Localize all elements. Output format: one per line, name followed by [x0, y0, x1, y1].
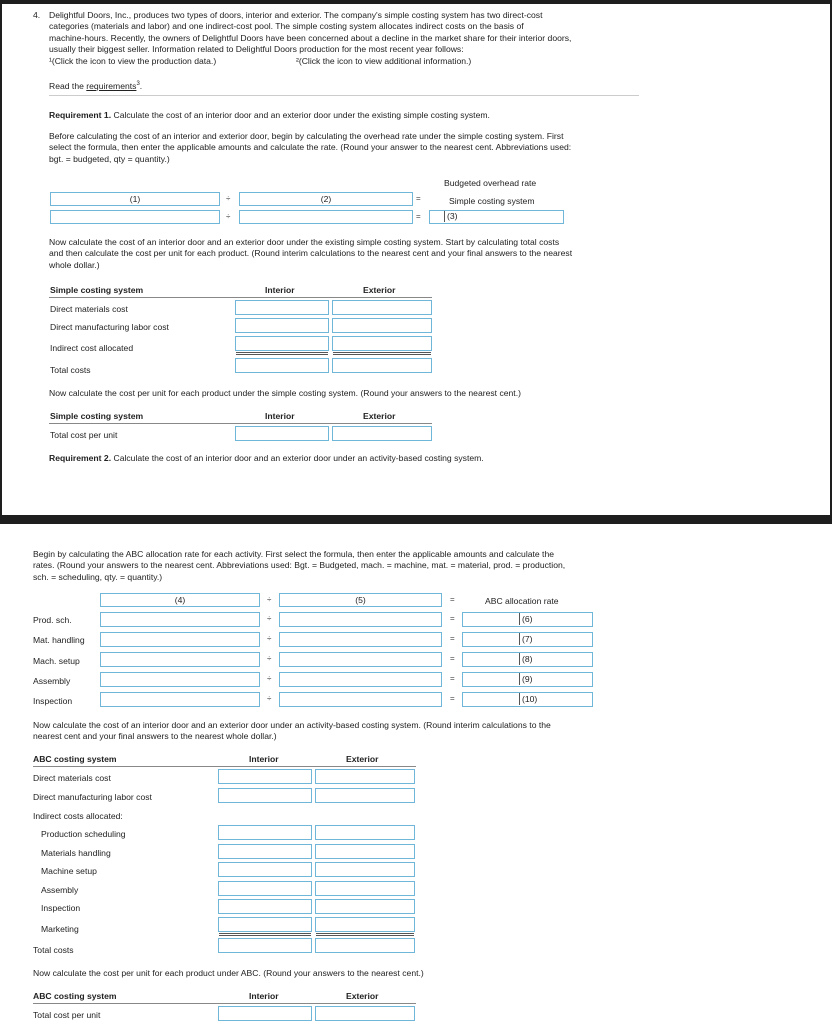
abc-perunit-title: ABC costing system [33, 991, 117, 1001]
abc-denominator-select[interactable] [279, 593, 442, 607]
divide-sign: ÷ [267, 654, 272, 663]
inspection-numerator-input[interactable] [100, 692, 260, 707]
interior-dl-input[interactable] [235, 318, 329, 333]
additional-info-link[interactable]: ²(Click the icon to view additional information.) [296, 56, 472, 66]
col-interior: Interior [265, 411, 295, 421]
exterior-per-unit-input[interactable] [332, 426, 432, 441]
equals-sign: = [450, 674, 455, 683]
divide-sign: ÷ [267, 694, 272, 703]
row-direct-labor: Direct manufacturing labor cost [33, 792, 152, 802]
abc-exterior-dl-input[interactable] [315, 788, 415, 803]
abc-numerator-select[interactable] [100, 593, 260, 607]
req1-title-bold: Requirement 1. [49, 110, 112, 120]
inspection-rate-input[interactable] [462, 692, 593, 707]
col-exterior: Exterior [363, 285, 396, 295]
abc-exterior-dm-input[interactable] [315, 769, 415, 784]
abc-exterior-marketing-input[interactable] [315, 917, 415, 932]
answer-marker: (9) [519, 673, 533, 685]
interior-total-input[interactable] [235, 358, 329, 373]
divide-sign: ÷ [226, 212, 231, 221]
col-interior: Interior [249, 991, 279, 1001]
read-requirements [49, 79, 142, 92]
assembly-numerator-input[interactable] [100, 672, 260, 687]
abc-exterior-inspection-input[interactable] [315, 899, 415, 914]
equals-sign: = [450, 694, 455, 703]
production-data-link[interactable]: ¹(Click the icon to view the production data.) [49, 56, 217, 66]
mat-handling-numerator-input[interactable] [100, 632, 260, 647]
assembly-rate-input[interactable] [462, 672, 593, 687]
divide-sign: ÷ [267, 634, 272, 643]
abc-exterior-mat-handling-input[interactable] [315, 844, 415, 859]
instr-line: whole dollar.) [49, 259, 100, 270]
req2-perunit-instructions: Now calculate the cost per unit for each product under ABC. (Round your answers to the nearest cent.) [33, 968, 424, 978]
row-inspection: Inspection [41, 903, 81, 913]
instr-line: rates. (Round your answers to the nearest cent. Abbreviations used: Bgt. = Budgeted, mach. = machine, mat. = material, prod. = production, [33, 560, 566, 571]
req1-title [49, 110, 490, 121]
overhead-rate-marker: (3) [444, 211, 458, 222]
mat-handling-denominator-input[interactable] [279, 632, 442, 647]
formula-denominator-select[interactable] [239, 192, 413, 206]
abc-interior-assembly-input[interactable] [218, 881, 312, 896]
simple-table-title: Simple costing system [50, 285, 144, 295]
problem-intro [49, 10, 649, 56]
instr-line: Begin by calculating the ABC allocation rate for each activity. First select the formula, then enter the applicable amounts and calculate the [33, 549, 555, 559]
box-label: (2) [320, 194, 332, 204]
answer-marker: (10) [519, 693, 537, 705]
left-edge [0, 0, 2, 515]
table-header-rule [33, 1003, 416, 1004]
col-interior: Interior [249, 754, 279, 764]
row-assembly: Assembly [41, 885, 79, 895]
abc-exterior-per-unit-input[interactable] [315, 1006, 415, 1021]
intro-line: usually their biggest seller. Information related to Delightful Doors production for the most recent year follows: [49, 44, 464, 55]
activity-mat-handling: Mat. handling [33, 635, 85, 645]
abc-exterior-mach-setup-input[interactable] [315, 862, 415, 877]
answer-marker: (8) [519, 653, 533, 665]
req2-title [49, 453, 484, 464]
col-exterior: Exterior [346, 991, 379, 1001]
req2-title-rest: Calculate the cost of an interior door and an exterior door under an activity-based costing system. [111, 453, 484, 463]
req2-calc-instructions [33, 720, 633, 743]
exterior-dl-input[interactable] [332, 318, 432, 333]
row-materials-handling: Materials handling [41, 848, 111, 858]
intro-line: machine-hours. Recently, the owners of Delightful Doors have been concerned about a decline in the market share for their interior doors, [49, 32, 572, 43]
formula-numerator-select[interactable] [50, 192, 220, 206]
abc-exterior-assembly-input[interactable] [315, 881, 415, 896]
numerator-amount-input[interactable] [50, 210, 220, 224]
divide-sign: ÷ [267, 595, 272, 604]
rate-header-2: Simple costing system [449, 196, 535, 206]
interior-indirect-input[interactable] [235, 336, 329, 351]
interior-per-unit-input[interactable] [235, 426, 329, 441]
req2-instructions [33, 549, 633, 583]
abc-interior-marketing-input[interactable] [218, 917, 312, 932]
divide-sign: ÷ [267, 614, 272, 623]
row-marketing: Marketing [41, 924, 79, 934]
abc-interior-total-input[interactable] [218, 938, 312, 953]
equals-sign: = [450, 614, 455, 623]
total-rule [219, 933, 311, 936]
row-total-costs: Total costs [33, 945, 74, 955]
abc-interior-dl-input[interactable] [218, 788, 312, 803]
row-indirect-allocated: Indirect cost allocated [50, 343, 134, 353]
abc-interior-dm-input[interactable] [218, 769, 312, 784]
intro-line: Delightful Doors, Inc., produces two types of doors, interior and exterior. The company's simple costing system has two direct-cost [49, 10, 543, 20]
box-label: (1) [129, 194, 141, 204]
total-rule [333, 352, 431, 355]
exterior-total-input[interactable] [332, 358, 432, 373]
col-exterior: Exterior [346, 754, 379, 764]
assembly-denominator-input[interactable] [279, 672, 442, 687]
mat-handling-rate-input[interactable] [462, 632, 593, 647]
equals-sign: = [450, 654, 455, 663]
activity-mach-setup: Mach. setup [33, 656, 80, 666]
table-header-rule [49, 423, 432, 424]
abc-rate-header: ABC allocation rate [485, 596, 559, 606]
interior-dm-input[interactable] [235, 300, 329, 315]
divide-sign: ÷ [267, 674, 272, 683]
screenshot-separator [0, 515, 832, 524]
prod-sch-rate-input[interactable] [462, 612, 593, 627]
equals-sign: = [450, 634, 455, 643]
row-direct-materials: Direct materials cost [50, 304, 128, 314]
exterior-indirect-input[interactable] [332, 336, 432, 351]
instr-line: Now calculate the cost of an interior door and an exterior door under an activity-based costing system. (Round interim calculations to the [33, 720, 551, 730]
footnote-sup: 3 [136, 81, 140, 87]
row-machine-setup: Machine setup [41, 866, 97, 876]
box-label: (4) [174, 595, 186, 605]
abc-interior-per-unit-input[interactable] [218, 1006, 312, 1021]
section-divider [49, 95, 639, 96]
total-rule [236, 352, 328, 355]
equals-sign: = [416, 194, 421, 203]
abc-interior-mach-setup-input[interactable] [218, 862, 312, 877]
inspection-denominator-input[interactable] [279, 692, 442, 707]
equals-sign: = [416, 212, 421, 221]
activity-prod-sch: Prod. sch. [33, 615, 72, 625]
row-total-costs: Total costs [50, 365, 91, 375]
row-direct-labor: Direct manufacturing labor cost [50, 322, 169, 332]
row-production-scheduling: Production scheduling [41, 829, 126, 839]
req1-perunit-instructions: Now calculate the cost per unit for each product under the simple costing system. (Round your answers to the nearest cent.) [49, 388, 521, 398]
col-exterior: Exterior [363, 411, 396, 421]
answer-marker: (6) [519, 613, 533, 625]
read-suffix: . [139, 80, 143, 91]
abc-interior-mat-handling-input[interactable] [218, 844, 312, 859]
mach-setup-numerator-input[interactable] [100, 652, 260, 667]
abc-exterior-prod-sch-input[interactable] [315, 825, 415, 840]
instr-line: Before calculating the cost of an interior and exterior door, begin by calculating the overhead rate under the simple costing system. First [49, 131, 564, 141]
row-indirect-heading: Indirect costs allocated: [33, 811, 123, 821]
instr-line: Now calculate the cost of an interior door and an exterior door under the existing simple costing system. Start by calculating total costs [49, 237, 560, 247]
col-interior: Interior [265, 285, 295, 295]
box-label: (5) [355, 595, 366, 605]
perunit-table-title: Simple costing system [50, 411, 144, 421]
abc-exterior-total-input[interactable] [315, 938, 415, 953]
instr-line: and then calculate the cost per unit for each product. (Round interim calculations to the nearest cent and your final answers to the nearest [49, 248, 573, 259]
activity-inspection: Inspection [33, 696, 73, 706]
prod-sch-denominator-input[interactable] [279, 612, 442, 627]
rate-header-1: Budgeted overhead rate [444, 178, 537, 188]
table-header-rule [49, 297, 432, 298]
intro-line: categories (materials and labor) and one indirect-cost pool. The simple costing system allocates indirect costs on the basis of [49, 21, 524, 32]
row-cost-per-unit: Total cost per unit [50, 430, 118, 440]
denominator-amount-input[interactable] [239, 210, 413, 224]
mach-setup-denominator-input[interactable] [279, 652, 442, 667]
abc-table-title: ABC costing system [33, 754, 117, 764]
problem-number: 4. [33, 10, 41, 20]
prod-sch-numerator-input[interactable] [100, 612, 260, 627]
req1-calc-instructions [49, 237, 649, 271]
abc-interior-prod-sch-input[interactable] [218, 825, 312, 840]
req2-title-bold: Requirement 2. [49, 453, 112, 463]
divide-sign: ÷ [226, 194, 231, 203]
top-bar [0, 0, 832, 4]
abc-interior-inspection-input[interactable] [218, 899, 312, 914]
read-prefix: Read the [49, 80, 87, 91]
requirements-link[interactable]: requirements [86, 80, 137, 91]
row-direct-materials: Direct materials cost [33, 773, 111, 783]
table-header-rule [33, 766, 416, 767]
activity-assembly: Assembly [33, 676, 71, 686]
row-cost-per-unit: Total cost per unit [33, 1010, 101, 1020]
instr-line: select the formula, then enter the applicable amounts and calculate the rate. (Round your answer to the nearest cent. Abbreviations used: [49, 142, 572, 153]
total-rule [316, 933, 414, 936]
req1-instructions [49, 131, 649, 165]
instr-line: bgt. = budgeted, qty = quantity.) [49, 153, 170, 164]
req1-title-rest: Calculate the cost of an interior door and an exterior door under the existing simple costing system. [111, 110, 490, 120]
mach-setup-rate-input[interactable] [462, 652, 593, 667]
exterior-dm-input[interactable] [332, 300, 432, 315]
answer-marker: (7) [519, 633, 533, 645]
instr-line: sch. = scheduling, qty. = quantity.) [33, 571, 163, 582]
equals-sign: = [450, 595, 455, 604]
instr-line: nearest cent and your final answers to the nearest whole dollar.) [33, 731, 277, 742]
